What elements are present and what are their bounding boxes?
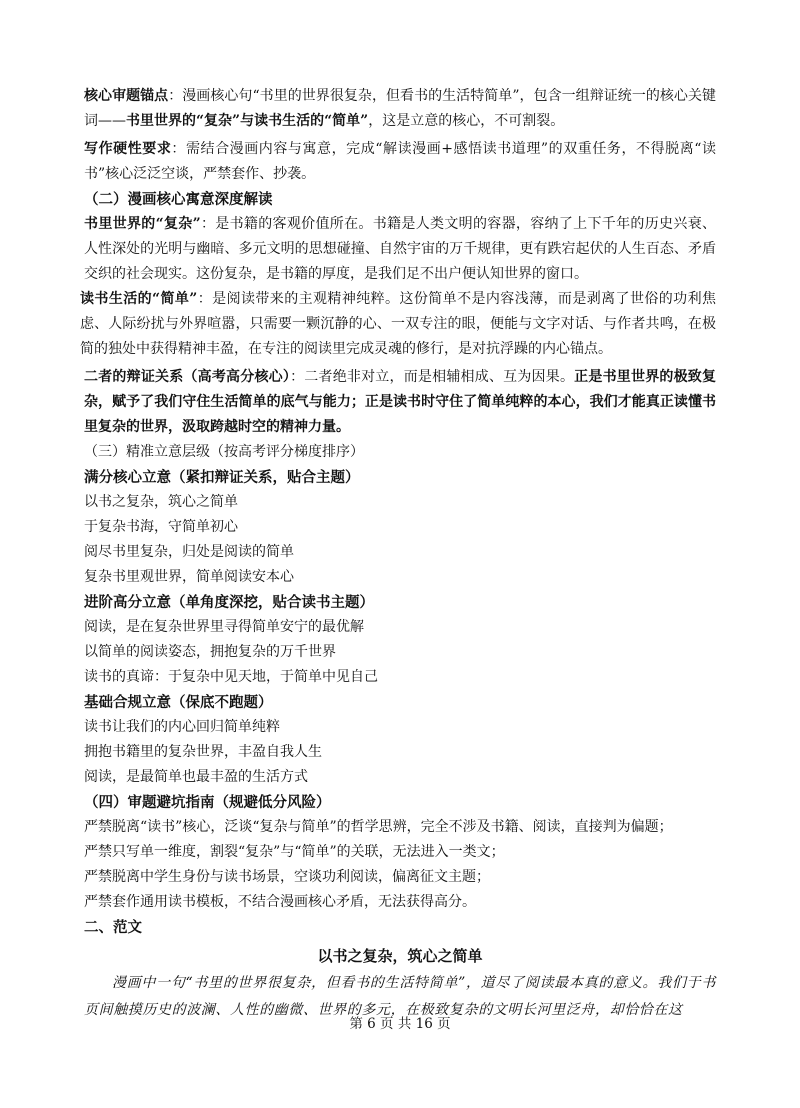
advanced-item: 读书的真谛：于复杂中见天地，于简单中见自己 (84, 669, 378, 685)
pitfall-item: 严禁脱离“读书”核心，泛谈“复杂与简单”的哲学思辨，完全不涉及书籍、阅读，直接判为偏题； (84, 819, 673, 835)
pitfall-item: 严禁脱离中学生身份与读书场景，空谈功利阅读，偏离征文主题； (84, 869, 490, 885)
essay-title: 以书之复杂，筑心之简单 (317, 947, 483, 965)
pitfall-item: 严禁套作通用读书模板，不结合漫画核心矛盾，无法获得高分。 (84, 894, 476, 910)
full-score-item: 以书之复杂，筑心之简单 (84, 494, 238, 510)
advanced-heading: 进阶高分立意（单角度深挖，贴合读书主题） (84, 594, 374, 611)
advanced-item: 以简单的阅读姿态，拥抱复杂的万千世界 (84, 644, 336, 660)
anchor-label: 核心审题锚点 (84, 88, 169, 104)
basic-item: 拥抱书籍里的复杂世界，丰盈自我人生 (84, 744, 322, 760)
requirement-label: 写作硬性要求 (84, 141, 172, 157)
full-score-item: 阅尽书里复杂，归处是阅读的简单 (84, 544, 294, 560)
essay-paragraph: 漫画中一句“书里的世界很复杂，但看书的生活特简单”，道尽了阅读最本真的意义。我们于书页间触摸历史的波澜、人性的幽微、世界的多元，在极致复杂的文明长河里泛舟，却恰恰在这 (84, 975, 716, 1018)
complex-text: ：是书籍的客观价值所在。书籍是人类文明的容器，容纳了上下千年的历史兴衰、人性深处的光明与幽暗、多元文明的思想碰撞、自然宇宙的万千规律，更有跌宕起伏的人生百态、矛盾交织的社会现实。这份复杂，是书籍的厚度，是我们足不出户便认知世界的窗口。 (84, 216, 717, 282)
section-2-heading: 二、范文 (84, 919, 142, 936)
anchor-paragraph (84, 84, 716, 134)
anchor-text-b: ，这是立意的核心，不可割裂。 (368, 113, 565, 129)
dialectic-label: 二者的辩证关系（高考高分核心） (84, 369, 291, 385)
basic-heading: 基础合规立意（保底不跑题） (84, 694, 273, 711)
simple-label: 读书生活的“简单” (80, 291, 198, 307)
complex-paragraph (84, 212, 716, 287)
requirement-paragraph (84, 137, 716, 187)
simple-paragraph (80, 287, 716, 362)
simple-text: ：是阅读带来的主观精神纯粹。这份简单不是内容浅薄，而是剥离了世俗的功利焦虑、人际纷扰与外界喧嚣，只需要一颗沉静的心、一双专注的眼，便能与文字对话、与作者共鸣，在极简的独处中获得精神丰盈，在专注的阅读里完成灵魂的修行，是对抗浮躁的内心锚点。 (80, 291, 716, 357)
full-score-item: 复杂书里观世界，简单阅读安本心 (84, 569, 294, 585)
basic-item: 阅读，是最简单也最丰盈的生活方式 (84, 769, 308, 785)
page-content (80, 84, 717, 1024)
section-heading-4: （四）审题避坑指南（规避低分风险） (84, 794, 331, 811)
pitfall-item: 严禁只写单一维度，割裂“复杂”与“简单”的关联，无法进入一类文； (84, 844, 505, 860)
dialectic-bold: 正是书里世界的极致复杂，赋予了我们守住生活简单的底气与能力；正是读书时守住了简单纯粹的本心，我们才能真正读懂书里复杂的世界，汲取跨越时空的精神力量。 (84, 369, 717, 435)
section-heading-3: （三）精准立意层级（按高考评分梯度排序） (84, 444, 364, 460)
complex-label: 书里世界的“复杂” (84, 216, 201, 232)
full-score-item: 于复杂书海，守简单初心 (84, 519, 238, 535)
full-score-heading: 满分核心立意（紧扣辩证关系，贴合主题） (84, 469, 360, 486)
anchor-text-a: ：漫画核心句“书里的世界很复杂，但看书的生活特简单”，包含一组辩证统一的核心关键词—— (84, 88, 717, 129)
requirement-text: ：需结合漫画内容与寓意，完成“解读漫画+感悟读书道理”的双重任务，不得脱离“读书”核心泛泛空谈，严禁套作、抄袭。 (84, 141, 717, 182)
dialectic-text: ：二者绝非对立，而是相辅相成、互为因果。 (290, 369, 575, 385)
section-heading-2: （二）漫画核心寓意深度解读 (84, 191, 273, 208)
advanced-item: 阅读，是在复杂世界里寻得简单安宁的最优解 (84, 619, 364, 635)
page-footer: 第 6 页 共 16 页 (349, 1016, 451, 1032)
anchor-bold: 书里世界的“复杂”与读书生活的“简单” (126, 113, 369, 129)
dialectic-paragraph (84, 365, 716, 440)
basic-item: 读书让我们的内心回归简单纯粹 (84, 719, 280, 735)
